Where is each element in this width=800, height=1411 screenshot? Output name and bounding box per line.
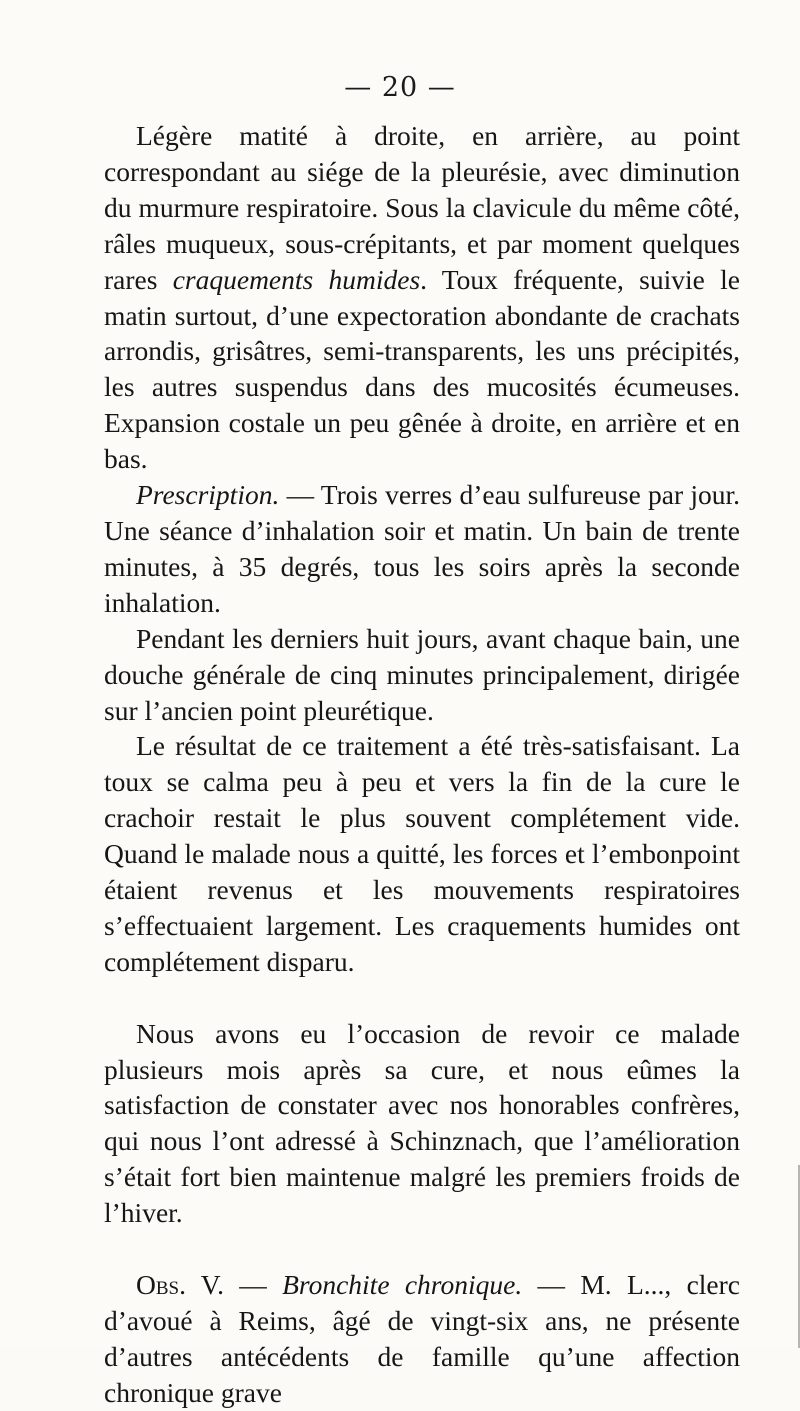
dash: — [223,1268,283,1300]
paragraph-text: Légère matité à droite, en arrière, au point correspondant au siége de la pleurésie, avec diminution du murmure respiratoire. Sous la clavicule du même côté, râles muqueux, sous-crépitants, et par moment quelques rares [104,120,740,295]
italic-term: craquements humides [172,263,421,295]
paragraph-text: . Toux fréquente, suivie le matin surtout, d’une expectoration abondante de crachats arrondis, grisâtres, semi-transparents, les uns précipités, les autres suspendus dans des mucosités écumeuses. Expansion costale un peu gênée à droite, en arrière et en bas. [104,263,740,475]
paragraph-prescription [104,477,740,621]
paragraph-text: — M. L..., clerc d’avoué à Reims, âgé de vingt-six ans, ne présente d’autres antécédents de famille qu’une affection chronique grave [104,1268,740,1408]
paragraph-treatment: Pendant les derniers huit jours, avant chaque bain, une douche générale de cinq minutes principalement, dirigée sur l’ancien point pleurétique. [104,622,740,726]
paragraph-follow-up: Nous avons eu l’occasion de revoir ce malade plusieurs mois après sa cure, et nous eûmes la satisfaction de constater avec nos honorables confrères, qui nous l’ont adressé à Schinznach, que l’amélioration s’était fort bien maintenue malgré les premiers froids de l’hiver. [104,1017,740,1229]
observation-label: Obs. V. [136,1268,224,1300]
paragraph-observation-v [104,1267,740,1411]
page-number: — 20 — [344,72,456,103]
body-text [104,118,740,1411]
paragraph-result: Le résultat de ce traitement a été très-satisfaisant. La toux se calma peu à peu et vers la fin de la cure le crachoir restait le plus souvent complétement vide. Quand le malade nous a quitté, les forces et l’embonpoint étaient revenus et les mouvements respiratoires s’effectuaient largement. Les craquements humides ont complétement disparu. [104,730,740,977]
italic-heading: Prescription. [136,479,280,511]
paragraph-clinical-findings [104,118,740,477]
paragraph-text: — Trois verres d’eau sulfureuse par jour. Une séance d’inhalation soir et matin. Un bain de trente minutes, à 35 degrés, tous les soirs après la seconde inhalation. [104,479,740,618]
italic-diagnosis: Bronchite chronique. [282,1268,523,1300]
